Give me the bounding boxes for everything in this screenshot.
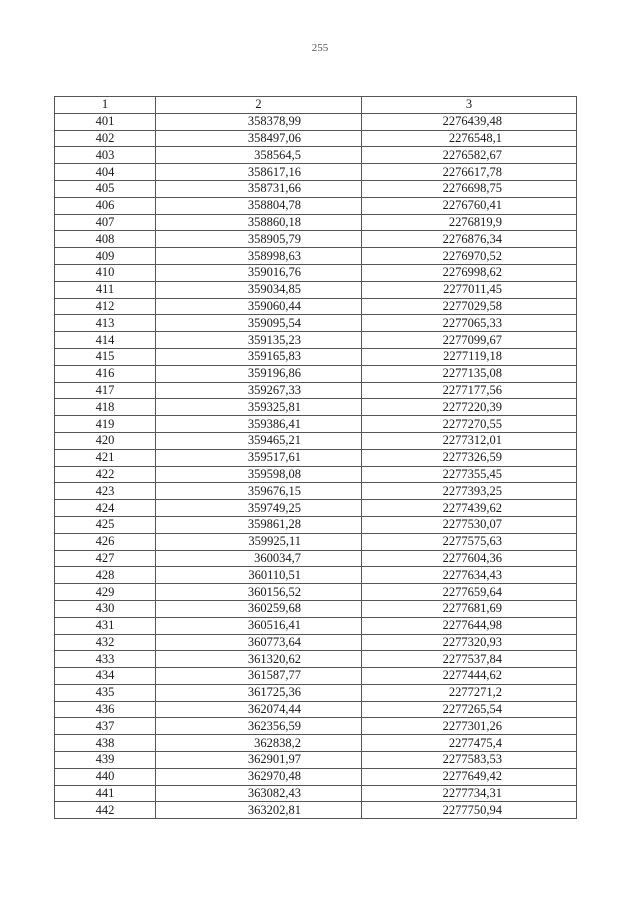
point-number-cell: 419: [55, 416, 156, 433]
point-number-cell: 418: [55, 399, 156, 416]
x-coordinate-cell: 362074,44: [156, 701, 362, 718]
point-number-cell: 415: [55, 348, 156, 365]
table-row: [55, 180, 577, 197]
table-body: [55, 113, 577, 818]
table-row: [55, 264, 577, 281]
table-row: [55, 634, 577, 651]
table-row: [55, 147, 577, 164]
table-row: [55, 651, 577, 668]
table-row: [55, 449, 577, 466]
x-coordinate-cell: 358731,66: [156, 180, 362, 197]
point-number-cell: 403: [55, 147, 156, 164]
y-coordinate-cell: 2276617,78: [362, 164, 577, 181]
x-coordinate-cell: 360156,52: [156, 584, 362, 601]
x-coordinate-cell: 359135,23: [156, 332, 362, 349]
point-number-cell: 404: [55, 164, 156, 181]
point-number-cell: 434: [55, 668, 156, 685]
point-number-cell: 401: [55, 113, 156, 130]
y-coordinate-cell: 2277029,58: [362, 298, 577, 315]
point-number-cell: 428: [55, 567, 156, 584]
point-number-cell: 437: [55, 718, 156, 735]
y-coordinate-cell: 2276760,41: [362, 197, 577, 214]
y-coordinate-cell: 2277681,69: [362, 600, 577, 617]
table-row: [55, 332, 577, 349]
y-coordinate-cell: 2277439,62: [362, 500, 577, 517]
y-coordinate-cell: 2277444,62: [362, 668, 577, 685]
table-row: [55, 785, 577, 802]
point-number-cell: 408: [55, 231, 156, 248]
x-coordinate-cell: 358497,06: [156, 130, 362, 147]
point-number-cell: 405: [55, 180, 156, 197]
x-coordinate-cell: 358998,63: [156, 248, 362, 265]
point-number-cell: 442: [55, 802, 156, 819]
x-coordinate-cell: 362356,59: [156, 718, 362, 735]
point-number-cell: 422: [55, 466, 156, 483]
point-number-cell: 431: [55, 617, 156, 634]
table-row: [55, 164, 577, 181]
point-number-cell: 402: [55, 130, 156, 147]
table-row: [55, 365, 577, 382]
x-coordinate-cell: 361725,36: [156, 684, 362, 701]
x-coordinate-cell: 359749,25: [156, 500, 362, 517]
y-coordinate-cell: 2277220,39: [362, 399, 577, 416]
table-row: [55, 752, 577, 769]
x-coordinate-cell: 359861,28: [156, 516, 362, 533]
point-number-cell: 424: [55, 500, 156, 517]
point-number-cell: 420: [55, 432, 156, 449]
point-number-cell: 439: [55, 752, 156, 769]
x-coordinate-cell: 359676,15: [156, 483, 362, 500]
table-row: [55, 231, 577, 248]
y-coordinate-cell: 2277271,2: [362, 684, 577, 701]
y-coordinate-cell: 2277393,25: [362, 483, 577, 500]
y-coordinate-cell: 2277312,01: [362, 432, 577, 449]
y-coordinate-cell: 2276582,67: [362, 147, 577, 164]
y-coordinate-cell: 2277604,36: [362, 550, 577, 567]
x-coordinate-cell: 359165,83: [156, 348, 362, 365]
point-number-cell: 426: [55, 533, 156, 550]
page-number: 255: [311, 42, 329, 54]
table-row: [55, 668, 577, 685]
y-coordinate-cell: 2276439,48: [362, 113, 577, 130]
table-header-row: [55, 97, 577, 114]
x-coordinate-cell: 363202,81: [156, 802, 362, 819]
table-row: [55, 113, 577, 130]
point-number-cell: 429: [55, 584, 156, 601]
x-coordinate-cell: 360516,41: [156, 617, 362, 634]
table-row: [55, 315, 577, 332]
y-coordinate-cell: 2277011,45: [362, 281, 577, 298]
y-coordinate-cell: 2277099,67: [362, 332, 577, 349]
x-coordinate-cell: 359465,21: [156, 432, 362, 449]
point-number-cell: 436: [55, 701, 156, 718]
table-row: [55, 584, 577, 601]
x-coordinate-cell: 358804,78: [156, 197, 362, 214]
x-coordinate-cell: 360773,64: [156, 634, 362, 651]
point-number-cell: 412: [55, 298, 156, 315]
column-header-3: 3: [362, 97, 577, 114]
x-coordinate-cell: 358617,16: [156, 164, 362, 181]
point-number-cell: 440: [55, 768, 156, 785]
y-coordinate-cell: 2276548,1: [362, 130, 577, 147]
y-coordinate-cell: 2277750,94: [362, 802, 577, 819]
y-coordinate-cell: 2277734,31: [362, 785, 577, 802]
x-coordinate-cell: 359016,76: [156, 264, 362, 281]
table-row: [55, 382, 577, 399]
table-row: [55, 483, 577, 500]
point-number-cell: 406: [55, 197, 156, 214]
table-row: [55, 130, 577, 147]
y-coordinate-cell: 2276819,9: [362, 214, 577, 231]
point-number-cell: 438: [55, 735, 156, 752]
table-row: [55, 600, 577, 617]
point-number-cell: 432: [55, 634, 156, 651]
point-number-cell: 414: [55, 332, 156, 349]
point-number-cell: 413: [55, 315, 156, 332]
x-coordinate-cell: 360110,51: [156, 567, 362, 584]
y-coordinate-cell: 2277355,45: [362, 466, 577, 483]
table-row: [55, 399, 577, 416]
y-coordinate-cell: 2277065,33: [362, 315, 577, 332]
y-coordinate-cell: 2276970,52: [362, 248, 577, 265]
y-coordinate-cell: 2277537,84: [362, 651, 577, 668]
y-coordinate-cell: 2277265,54: [362, 701, 577, 718]
table-row: [55, 516, 577, 533]
x-coordinate-cell: 362970,48: [156, 768, 362, 785]
x-coordinate-cell: 361320,62: [156, 651, 362, 668]
x-coordinate-cell: 363082,43: [156, 785, 362, 802]
table-row: [55, 768, 577, 785]
table-row: [55, 197, 577, 214]
table-row: [55, 432, 577, 449]
x-coordinate-cell: 362901,97: [156, 752, 362, 769]
y-coordinate-cell: 2276998,62: [362, 264, 577, 281]
x-coordinate-cell: 359267,33: [156, 382, 362, 399]
x-coordinate-cell: 359095,54: [156, 315, 362, 332]
point-number-cell: 435: [55, 684, 156, 701]
point-number-cell: 417: [55, 382, 156, 399]
x-coordinate-cell: 362838,2: [156, 735, 362, 752]
x-coordinate-cell: 359925,11: [156, 533, 362, 550]
x-coordinate-cell: 360259,68: [156, 600, 362, 617]
column-header-1: 1: [55, 97, 156, 114]
table-row: [55, 500, 577, 517]
x-coordinate-cell: 361587,77: [156, 668, 362, 685]
x-coordinate-cell: 358378,99: [156, 113, 362, 130]
x-coordinate-cell: 359598,08: [156, 466, 362, 483]
y-coordinate-cell: 2277326,59: [362, 449, 577, 466]
y-coordinate-cell: 2277649,42: [362, 768, 577, 785]
table-row: [55, 214, 577, 231]
point-number-cell: 433: [55, 651, 156, 668]
point-number-cell: 425: [55, 516, 156, 533]
y-coordinate-cell: 2277634,43: [362, 567, 577, 584]
table-row: [55, 248, 577, 265]
y-coordinate-cell: 2277530,07: [362, 516, 577, 533]
table-row: [55, 802, 577, 819]
x-coordinate-cell: 358905,79: [156, 231, 362, 248]
point-number-cell: 441: [55, 785, 156, 802]
point-number-cell: 421: [55, 449, 156, 466]
point-number-cell: 411: [55, 281, 156, 298]
table-row: [55, 348, 577, 365]
table-row: [55, 281, 577, 298]
y-coordinate-cell: 2277644,98: [362, 617, 577, 634]
table-row: [55, 684, 577, 701]
y-coordinate-cell: 2277575,63: [362, 533, 577, 550]
x-coordinate-cell: 358860,18: [156, 214, 362, 231]
table-row: [55, 735, 577, 752]
point-number-cell: 409: [55, 248, 156, 265]
point-number-cell: 427: [55, 550, 156, 567]
table-row: [55, 567, 577, 584]
y-coordinate-cell: 2277301,26: [362, 718, 577, 735]
table-row: [55, 701, 577, 718]
y-coordinate-cell: 2277135,08: [362, 365, 577, 382]
x-coordinate-cell: 359386,41: [156, 416, 362, 433]
y-coordinate-cell: 2276698,75: [362, 180, 577, 197]
table-row: [55, 466, 577, 483]
y-coordinate-cell: 2277119,18: [362, 348, 577, 365]
y-coordinate-cell: 2277583,53: [362, 752, 577, 769]
table-row: [55, 617, 577, 634]
x-coordinate-cell: 360034,7: [156, 550, 362, 567]
table-row: [55, 718, 577, 735]
y-coordinate-cell: 2277320,93: [362, 634, 577, 651]
y-coordinate-cell: 2277270,55: [362, 416, 577, 433]
table-row: [55, 416, 577, 433]
x-coordinate-cell: 359517,61: [156, 449, 362, 466]
column-header-2: 2: [156, 97, 362, 114]
point-number-cell: 430: [55, 600, 156, 617]
y-coordinate-cell: 2277475,4: [362, 735, 577, 752]
y-coordinate-cell: 2277659,64: [362, 584, 577, 601]
point-number-cell: 410: [55, 264, 156, 281]
x-coordinate-cell: 359196,86: [156, 365, 362, 382]
x-coordinate-cell: 359325,81: [156, 399, 362, 416]
point-number-cell: 416: [55, 365, 156, 382]
y-coordinate-cell: 2276876,34: [362, 231, 577, 248]
table-row: [55, 533, 577, 550]
point-number-cell: 407: [55, 214, 156, 231]
x-coordinate-cell: 359034,85: [156, 281, 362, 298]
table-row: [55, 550, 577, 567]
point-number-cell: 423: [55, 483, 156, 500]
coordinates-table: [54, 96, 577, 819]
x-coordinate-cell: 358564,5: [156, 147, 362, 164]
x-coordinate-cell: 359060,44: [156, 298, 362, 315]
table-row: [55, 298, 577, 315]
y-coordinate-cell: 2277177,56: [362, 382, 577, 399]
